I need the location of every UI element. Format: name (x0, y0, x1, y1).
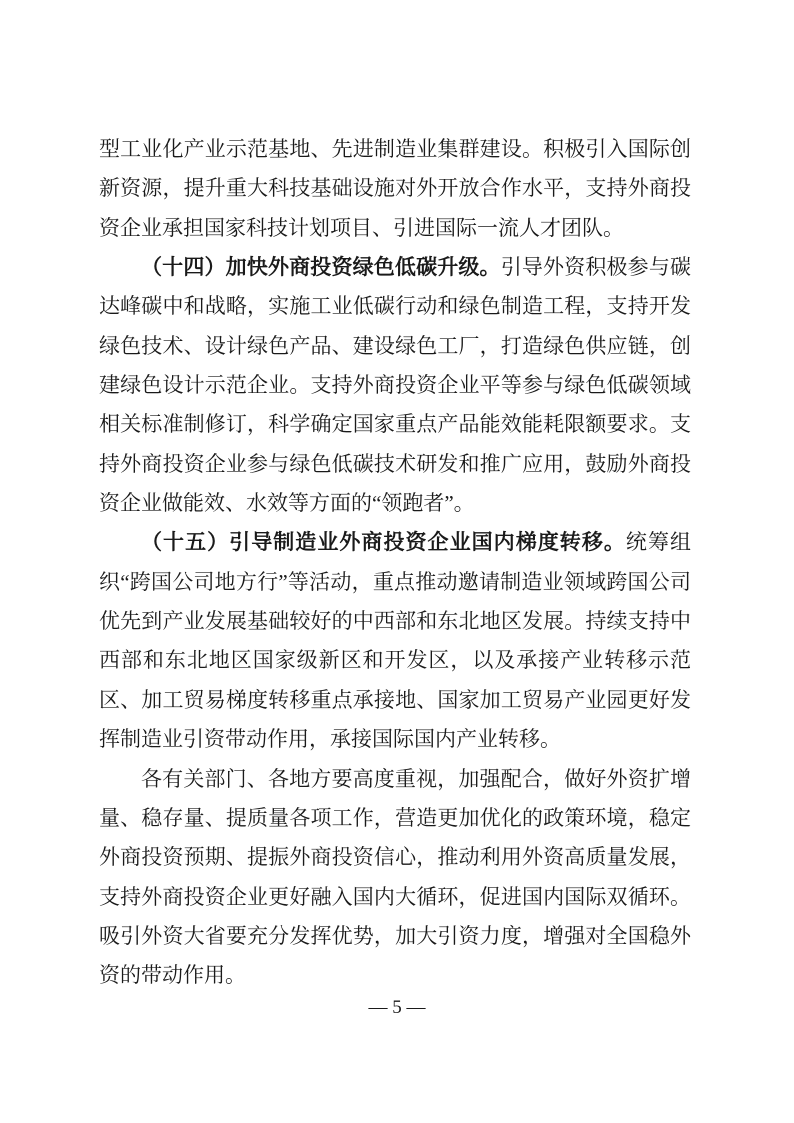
paragraph (99, 760, 691, 996)
body-text: 引导外资积极参与碳达峰碳中和战略，实施工业低碳行动和绿色制造工程，支持开发绿色技术、设计绿色产品、建设绿色工厂，打造绿色供应链，创建绿色设计示范企业。支持外商投资企业平等参与绿色低碳领域相关标准制修订，科学确定国家重点产品能效能耗限额要求。支持外商投资企业参与绿色低碳技术研发和推广应用，鼓励外商投资企业做能效、水效等方面的“领跑者”。 (99, 255, 691, 516)
body-text: 各有关部门、各地方要高度重视，加强配合，做好外资扩增量、稳存量、提质量各项工作，营造更加优化的政策环境，稳定外商投资预期、提振外商投资信心，推动利用外资高质量发展，支持外商投资企业更好融入国内大循环，促进国内国际双循环。吸引外资大省要充分发挥优势，加大引资力度，增强对全国稳外资的带动作用。 (99, 766, 691, 988)
document-body (99, 130, 691, 996)
page-number: — 5 — (368, 997, 426, 1018)
paragraph (99, 248, 691, 523)
clause-heading: （十四）加快外商投资绿色低碳升级。 (141, 255, 501, 280)
body-text: 统筹组织“跨国公司地方行”等活动，重点推动邀请制造业领域跨国公司优先到产业发展基础较好的中西部和东北地区发展。持续支持中西部和东北地区国家级新区和开发区，以及承接产业转移示范区、加工贸易梯度转移重点承接地、国家加工贸易产业园更好发挥制造业引资带动作用，承接国际国内产业转移。 (99, 530, 692, 752)
paragraph (99, 523, 691, 759)
body-text: 型工业化产业示范基地、先进制造业集群建设。积极引入国际创新资源，提升重大科技基础设施对外开放合作水平，支持外商投资企业承担国家科技计划项目、引进国际一流人才团队。 (99, 137, 691, 240)
clause-heading: （十五）引导制造业外商投资企业国内梯度转移。 (141, 530, 626, 555)
paragraph (99, 130, 691, 248)
